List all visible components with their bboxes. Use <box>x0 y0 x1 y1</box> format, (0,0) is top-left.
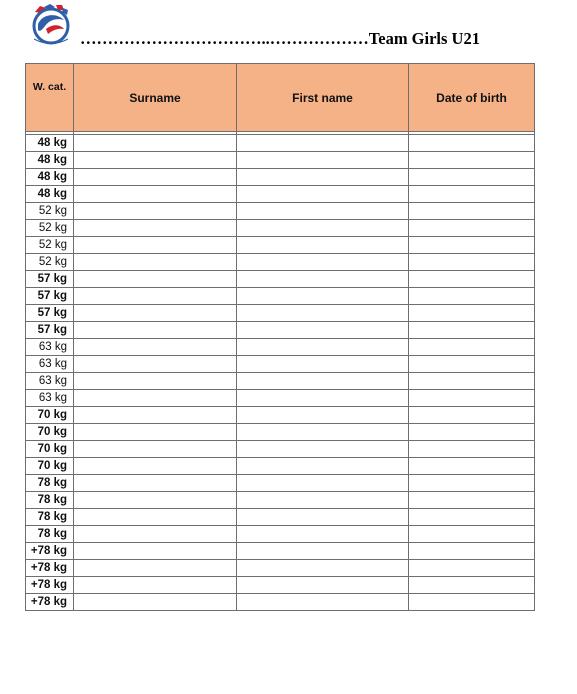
table-row <box>26 135 535 152</box>
weight-category-cell: 78 kg <box>26 526 74 543</box>
surname-cell[interactable] <box>74 424 237 441</box>
date-of-birth-cell[interactable] <box>409 526 535 543</box>
first-name-cell[interactable] <box>237 594 409 611</box>
date-of-birth-cell[interactable] <box>409 254 535 271</box>
weight-category-cell: 70 kg <box>26 424 74 441</box>
weight-category-cell: 63 kg <box>26 373 74 390</box>
weight-category-cell: +78 kg <box>26 594 74 611</box>
date-of-birth-cell[interactable] <box>409 305 535 322</box>
date-of-birth-cell[interactable] <box>409 594 535 611</box>
first-name-cell[interactable] <box>237 441 409 458</box>
weight-category-cell: 70 kg <box>26 458 74 475</box>
table-row <box>26 271 535 288</box>
weight-category-cell: 52 kg <box>26 254 74 271</box>
surname-cell[interactable] <box>74 305 237 322</box>
date-of-birth-cell[interactable] <box>409 424 535 441</box>
first-name-cell[interactable] <box>237 322 409 339</box>
table-row <box>26 594 535 611</box>
weight-category-cell: 70 kg <box>26 441 74 458</box>
first-name-cell[interactable] <box>237 543 409 560</box>
surname-cell[interactable] <box>74 339 237 356</box>
column-header-surname: Surname <box>74 64 237 132</box>
date-of-birth-cell[interactable] <box>409 390 535 407</box>
date-of-birth-cell[interactable] <box>409 577 535 594</box>
weight-category-cell: 48 kg <box>26 135 74 152</box>
surname-cell[interactable] <box>74 441 237 458</box>
table-row <box>26 560 535 577</box>
team-entry-table <box>25 63 535 611</box>
surname-cell[interactable] <box>74 526 237 543</box>
first-name-cell[interactable] <box>237 407 409 424</box>
table-row <box>26 356 535 373</box>
date-of-birth-cell[interactable] <box>409 441 535 458</box>
table-row <box>26 543 535 560</box>
first-name-cell[interactable] <box>237 560 409 577</box>
date-of-birth-cell[interactable] <box>409 492 535 509</box>
surname-cell[interactable] <box>74 237 237 254</box>
first-name-cell[interactable] <box>237 577 409 594</box>
surname-cell[interactable] <box>74 594 237 611</box>
weight-category-cell: +78 kg <box>26 577 74 594</box>
first-name-cell[interactable] <box>237 152 409 169</box>
judo-association-logo <box>26 2 76 48</box>
weight-category-cell: 63 kg <box>26 390 74 407</box>
date-of-birth-cell[interactable] <box>409 543 535 560</box>
table-row <box>26 339 535 356</box>
table-row <box>26 526 535 543</box>
date-of-birth-cell[interactable] <box>409 373 535 390</box>
date-of-birth-cell[interactable] <box>409 152 535 169</box>
table-row <box>26 169 535 186</box>
surname-cell[interactable] <box>74 220 237 237</box>
date-of-birth-cell[interactable] <box>409 458 535 475</box>
table-row <box>26 458 535 475</box>
table-row <box>26 407 535 424</box>
table-row <box>26 220 535 237</box>
weight-category-cell: 52 kg <box>26 237 74 254</box>
first-name-cell[interactable] <box>237 203 409 220</box>
first-name-cell[interactable] <box>237 509 409 526</box>
surname-cell[interactable] <box>74 135 237 152</box>
weight-category-cell: 48 kg <box>26 186 74 203</box>
table-row <box>26 373 535 390</box>
table-header-row <box>26 64 535 132</box>
weight-category-cell: 52 kg <box>26 203 74 220</box>
page-title: ……………………………..………………Team Girls U21 <box>80 29 480 48</box>
date-of-birth-cell[interactable] <box>409 203 535 220</box>
first-name-cell[interactable] <box>237 271 409 288</box>
table-row <box>26 441 535 458</box>
surname-cell[interactable] <box>74 169 237 186</box>
surname-cell[interactable] <box>74 458 237 475</box>
table-row <box>26 577 535 594</box>
first-name-cell[interactable] <box>237 356 409 373</box>
weight-category-cell: 57 kg <box>26 271 74 288</box>
surname-cell[interactable] <box>74 390 237 407</box>
surname-cell[interactable] <box>74 543 237 560</box>
weight-category-cell: 52 kg <box>26 220 74 237</box>
surname-cell[interactable] <box>74 475 237 492</box>
date-of-birth-cell[interactable] <box>409 356 535 373</box>
table-body <box>26 132 535 611</box>
column-header-first-name: First name <box>237 64 409 132</box>
weight-category-cell: 63 kg <box>26 356 74 373</box>
first-name-cell[interactable] <box>237 339 409 356</box>
table-row <box>26 288 535 305</box>
weight-category-cell: 48 kg <box>26 152 74 169</box>
first-name-cell[interactable] <box>237 475 409 492</box>
weight-category-cell: 63 kg <box>26 339 74 356</box>
surname-cell[interactable] <box>74 203 237 220</box>
surname-cell[interactable] <box>74 356 237 373</box>
weight-category-cell: 57 kg <box>26 305 74 322</box>
weight-category-cell: 48 kg <box>26 169 74 186</box>
first-name-cell[interactable] <box>237 390 409 407</box>
table-row <box>26 475 535 492</box>
first-name-cell[interactable] <box>237 373 409 390</box>
first-name-cell[interactable] <box>237 424 409 441</box>
date-of-birth-cell[interactable] <box>409 560 535 577</box>
surname-cell[interactable] <box>74 560 237 577</box>
date-of-birth-cell[interactable] <box>409 407 535 424</box>
first-name-cell[interactable] <box>237 135 409 152</box>
weight-category-cell: 70 kg <box>26 407 74 424</box>
date-of-birth-cell[interactable] <box>409 509 535 526</box>
weight-category-cell: 57 kg <box>26 322 74 339</box>
table-row <box>26 152 535 169</box>
date-of-birth-cell[interactable] <box>409 237 535 254</box>
first-name-cell[interactable] <box>237 458 409 475</box>
date-of-birth-cell[interactable] <box>409 322 535 339</box>
date-of-birth-cell[interactable] <box>409 169 535 186</box>
first-name-cell[interactable] <box>237 220 409 237</box>
date-of-birth-cell[interactable] <box>409 271 535 288</box>
first-name-cell[interactable] <box>237 169 409 186</box>
column-header-weight-category: W. cat. <box>26 64 74 132</box>
date-of-birth-cell[interactable] <box>409 220 535 237</box>
table-row <box>26 509 535 526</box>
surname-cell[interactable] <box>74 271 237 288</box>
table-row <box>26 186 535 203</box>
table-row <box>26 203 535 220</box>
table-row <box>26 492 535 509</box>
table-row <box>26 390 535 407</box>
date-of-birth-cell[interactable] <box>409 135 535 152</box>
surname-cell[interactable] <box>74 577 237 594</box>
surname-cell[interactable] <box>74 254 237 271</box>
date-of-birth-cell[interactable] <box>409 186 535 203</box>
table-row <box>26 424 535 441</box>
table-row <box>26 322 535 339</box>
first-name-cell[interactable] <box>237 237 409 254</box>
first-name-cell[interactable] <box>237 492 409 509</box>
weight-category-cell: +78 kg <box>26 560 74 577</box>
surname-cell[interactable] <box>74 288 237 305</box>
surname-cell[interactable] <box>74 152 237 169</box>
weight-category-cell: 78 kg <box>26 509 74 526</box>
surname-cell[interactable] <box>74 322 237 339</box>
column-header-date-of-birth: Date of birth <box>409 64 535 132</box>
weight-category-cell: +78 kg <box>26 543 74 560</box>
date-of-birth-cell[interactable] <box>409 288 535 305</box>
first-name-cell[interactable] <box>237 288 409 305</box>
table-row <box>26 305 535 322</box>
surname-cell[interactable] <box>74 186 237 203</box>
first-name-cell[interactable] <box>237 186 409 203</box>
date-of-birth-cell[interactable] <box>409 475 535 492</box>
first-name-cell[interactable] <box>237 526 409 543</box>
surname-cell[interactable] <box>74 509 237 526</box>
table-row <box>26 237 535 254</box>
first-name-cell[interactable] <box>237 254 409 271</box>
weight-category-cell: 78 kg <box>26 475 74 492</box>
weight-category-cell: 78 kg <box>26 492 74 509</box>
weight-category-cell: 57 kg <box>26 288 74 305</box>
surname-cell[interactable] <box>74 407 237 424</box>
surname-cell[interactable] <box>74 492 237 509</box>
first-name-cell[interactable] <box>237 305 409 322</box>
surname-cell[interactable] <box>74 373 237 390</box>
date-of-birth-cell[interactable] <box>409 339 535 356</box>
table-row <box>26 254 535 271</box>
